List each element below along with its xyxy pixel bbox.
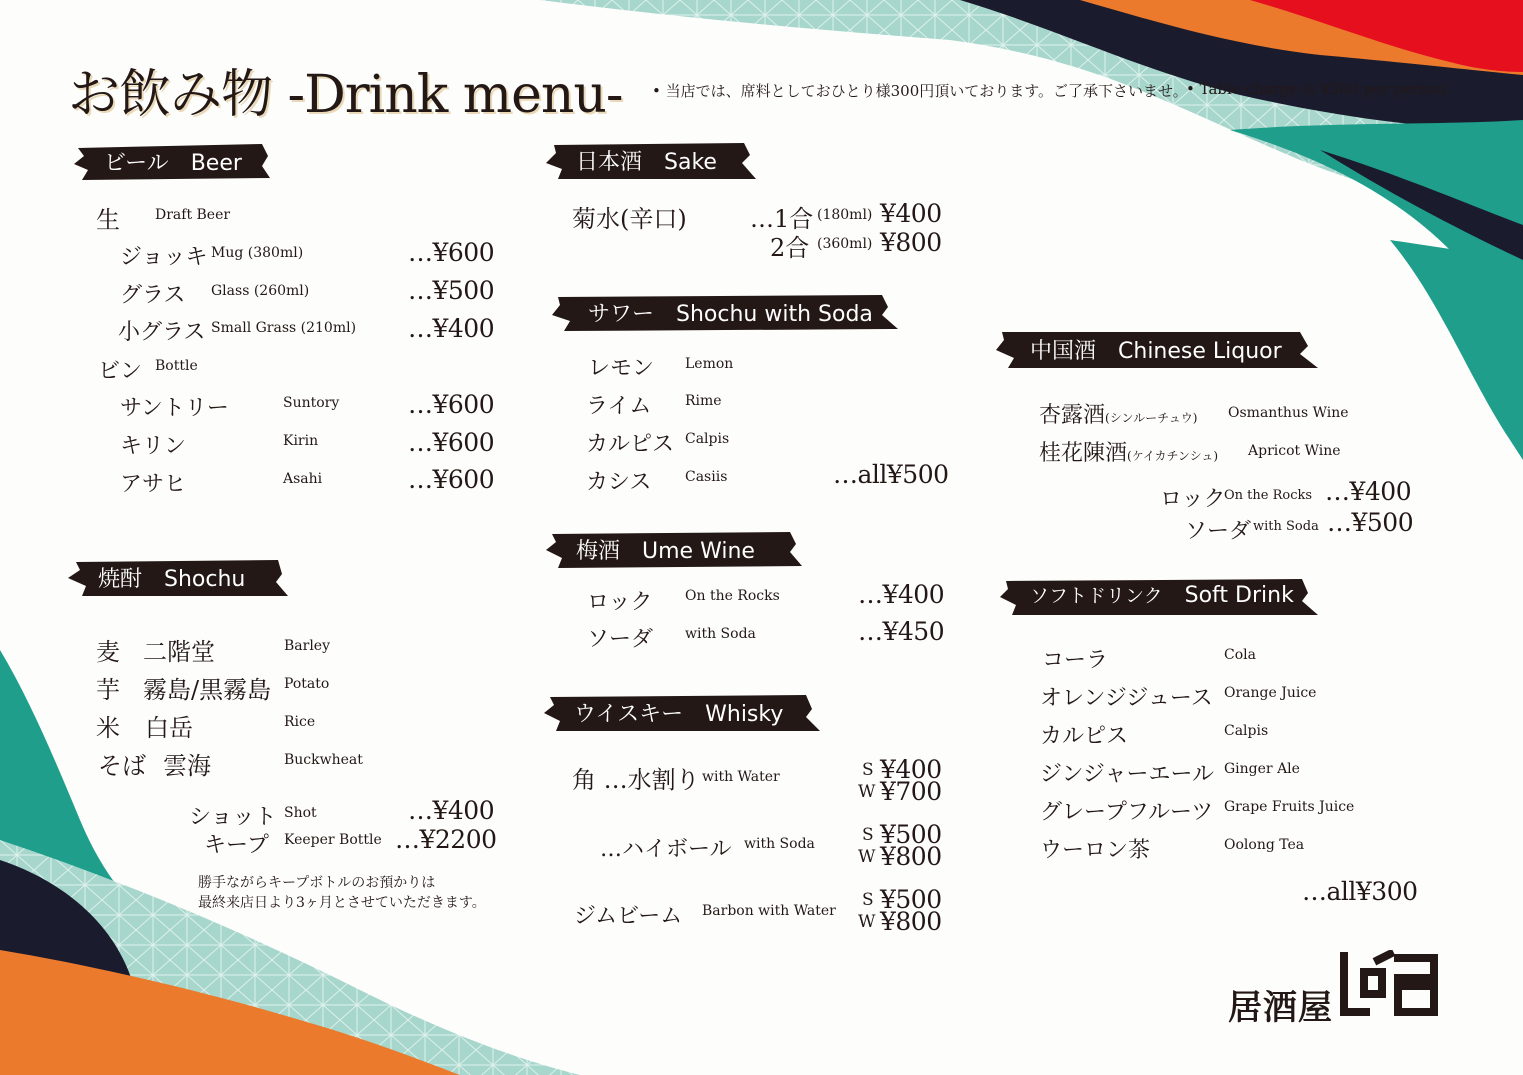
sake-size-1go: …1合 [750,205,814,233]
bottle-asahi-en: Asahi [283,471,323,487]
sour-lime-en: Rime [685,393,722,409]
shochu-heading [68,558,288,598]
chinese-guihua-ja [1039,436,1218,467]
soft-cola-en: Cola [1224,647,1256,663]
sour-calpis-en: Calpis [685,431,730,447]
whisky-jimbeam-ja: ジムビーム [574,904,683,929]
bottle-kirin-ja: キリン [120,434,187,459]
ume-soda-en: with Soda [685,626,756,642]
whisky-kaku-water-s: S [862,760,874,780]
sake-size-2go: 2合 [770,234,810,262]
soft-orange-ja: オレンジジュース [1040,686,1213,711]
chinese-heading-ja: 中国酒 [1030,339,1097,364]
shochu-keep-price: …¥2200 [395,825,497,854]
chinese-rock-en: On the Rocks [1224,488,1313,503]
whisky-highball-en: with Soda [744,836,815,852]
soft-grapefruit-ja: グレープフルーツ [1040,800,1214,825]
shochu-potato-en: Potato [284,676,330,692]
sour-lemon-ja: レモン [588,356,655,381]
soft-heading-ja: ソフトドリンク [1030,585,1163,607]
soft-ginger-ja: ジンジャーエール [1040,762,1215,787]
soft-ginger-en: Ginger Ale [1224,761,1300,777]
sour-cassis-en: Casiis [685,469,728,485]
beer-heading [74,142,270,182]
chinese-guihua-name: 桂花陳酒 [1039,441,1128,466]
shochu-potato-name: 霧島/黒霧島 [143,676,272,704]
shochu-shot-price: …¥400 [408,796,495,825]
chinese-heading [996,330,1318,370]
soft-heading-en: Soft Drink [1184,583,1294,608]
whisky-highball-ja: …ハイボール [600,837,732,862]
sour-heading-en: Shochu with Soda [676,302,873,327]
sour-lemon-en: Lemon [685,356,734,372]
chinese-soda-price: …¥500 [1327,508,1414,537]
soft-calpis-ja: カルピス [1040,724,1129,749]
sake-kikusui: 菊水(辛口) [572,205,687,233]
chinese-soda-ja: ソーダ [1185,519,1252,544]
sour-all-price: …all¥500 [833,460,949,489]
whisky-kaku-water-w-price: ¥700 [880,777,942,806]
ume-heading [546,530,802,570]
chinese-xinglu-en: Osmanthus Wine [1228,405,1349,421]
shochu-rice-name: 白岳 [145,714,193,742]
sake-vol-360: (360ml) [817,236,873,252]
whisky-heading [544,693,820,733]
soft-grapefruit-en: Grape Fruits Juice [1224,799,1355,815]
shochu-barley-type: 麦 [96,638,120,666]
sake-vol-180: (180ml) [817,207,873,223]
soft-orange-en: Orange Juice [1224,685,1317,701]
sake-heading [546,141,756,181]
bottle-suntory-en: Suntory [283,395,340,411]
beer-mug-en: Mug (380ml) [211,245,304,261]
sake-heading-en: Sake [664,150,717,175]
bottle-suntory-price: …¥600 [408,390,495,419]
whisky-kaku-water-w: W [858,782,876,802]
shochu-shot-ja: ショット [189,805,277,830]
sour-heading-ja: サワー [588,302,655,327]
sake-heading-ja: 日本酒 [576,150,643,175]
chinese-heading-en: Chinese Liquor [1118,339,1282,364]
whisky-jimbeam-s: S [862,890,874,910]
chinese-soda-en: with Soda [1253,519,1319,534]
logo-izakaya-text: 居酒屋 [1228,988,1333,1028]
beer-mug-ja: ジョッキ [120,245,208,270]
bottle-kirin-price: …¥600 [408,428,495,457]
soft-cola-ja: コーラ [1042,648,1109,673]
sour-lime-ja: ライム [586,394,652,419]
whisky-heading-en: Whisky [705,702,784,727]
shochu-rice-en: Rice [284,714,316,730]
chinese-guihua-reading: (ケイカチンシュ) [1127,449,1219,463]
chinese-xinglu-name: 杏露酒 [1039,403,1106,428]
chinese-guihua-en: Apricot Wine [1248,443,1341,459]
soft-all-price: …all¥300 [1302,877,1418,906]
chinese-rock-price: …¥400 [1325,477,1412,506]
keep-bottle-note-line1: 勝手ながらキープボトルのお預かりは [198,875,436,891]
shochu-rice-type: 米 [96,714,120,742]
bottle-asahi-ja: アサヒ [120,472,187,497]
shochu-heading-ja: 焼酎 [98,567,143,592]
shochu-buckwheat-en: Buckwheat [284,752,363,768]
soft-oolong-ja: ウーロン茶 [1040,838,1151,863]
page-title: お飲み物 -Drink menu- [68,65,623,125]
whisky-jimbeam-w-price: ¥800 [880,907,942,936]
sake-price-2go: ¥800 [880,228,942,257]
beer-mug-price: …¥600 [408,238,495,267]
beer-heading-ja: ビール [104,151,169,176]
logo-mark-icon [1338,950,1440,1018]
whisky-jimbeam-w: W [858,912,876,932]
ume-rock-price: …¥400 [858,580,945,609]
soft-drink-heading [1000,577,1318,617]
whisky-jimbeam-s-price: ¥500 [880,885,942,914]
beer-small-glass-price: …¥400 [408,314,495,343]
bottle-kirin-en: Kirin [283,433,319,449]
chinese-xinglu-ja [1039,398,1197,429]
shochu-barley-en: Barley [284,638,330,654]
sake-price-1go: ¥400 [880,199,942,228]
bottle-suntory-ja: サントリー [120,396,229,421]
draft-label-en: Draft Beer [155,207,231,223]
ume-soda-price: …¥450 [858,617,945,646]
whisky-jimbeam-en: Barbon with Water [702,903,836,919]
beer-heading-en: Beer [190,151,242,176]
whisky-highball-w: W [858,847,876,867]
ume-heading-ja: 梅酒 [576,539,621,564]
soft-oolong-en: Oolong Tea [1224,837,1305,853]
whisky-highball-w-price: ¥800 [880,842,942,871]
shochu-shot-en: Shot [284,805,317,821]
bottle-label-ja: ビン [98,359,143,384]
beer-glass-en: Glass (260ml) [211,283,310,299]
shochu-heading-en: Shochu [164,567,246,592]
whisky-heading-ja: ウイスキー [574,702,684,727]
whisky-highball-s-price: ¥500 [880,820,942,849]
ume-rock-en: On the Rocks [685,588,780,604]
keep-bottle-note-line2: 最終来店日より3ヶ月とさせていただきます。 [198,895,486,911]
sour-heading [552,293,898,333]
shochu-buckwheat-type: そば [98,752,146,780]
whisky-kaku-water-s-price: ¥400 [880,755,942,784]
whisky-kaku-water-ja: 角 …水割り [572,766,700,794]
shochu-barley-name: 二階堂 [143,638,215,666]
shochu-keep-en: Keeper Bottle [284,832,382,848]
keep-bottle-note [198,873,486,913]
sour-cassis-ja: カシス [586,470,652,495]
shochu-buckwheat-name: 雲海 [163,752,211,780]
beer-small-glass-en: Small Grass (210ml) [211,320,357,336]
soft-calpis-en: Calpis [1224,723,1269,739]
table-charge-notice-en: • Table charge is ¥300 per person. [1186,80,1451,98]
chinese-xinglu-reading: (シンルーチュウ) [1105,411,1198,425]
beer-glass-ja: グラス [120,283,186,308]
sour-calpis-ja: カルピス [586,432,675,457]
shochu-potato-type: 芋 [96,676,120,704]
beer-glass-price: …¥500 [408,276,495,305]
shochu-keep-ja: キープ [204,833,269,858]
ume-heading-en: Ume Wine [642,539,755,564]
whisky-kaku-water-en: with Water [702,769,780,785]
table-charge-notice-ja: • 当店では、席料としておひとり様300円頂いております。ご了承下さいませ。 [652,82,1188,100]
whisky-highball-s: S [862,825,874,845]
ume-soda-ja: ソーダ [587,627,654,652]
draft-label-ja: 生 [96,206,120,234]
chinese-rock-ja: ロック [1160,487,1226,512]
bottle-asahi-price: …¥600 [408,465,495,494]
bottle-label-en: Bottle [155,358,198,374]
ume-rock-ja: ロック [587,590,653,615]
beer-small-glass-ja: 小グラス [118,320,206,345]
